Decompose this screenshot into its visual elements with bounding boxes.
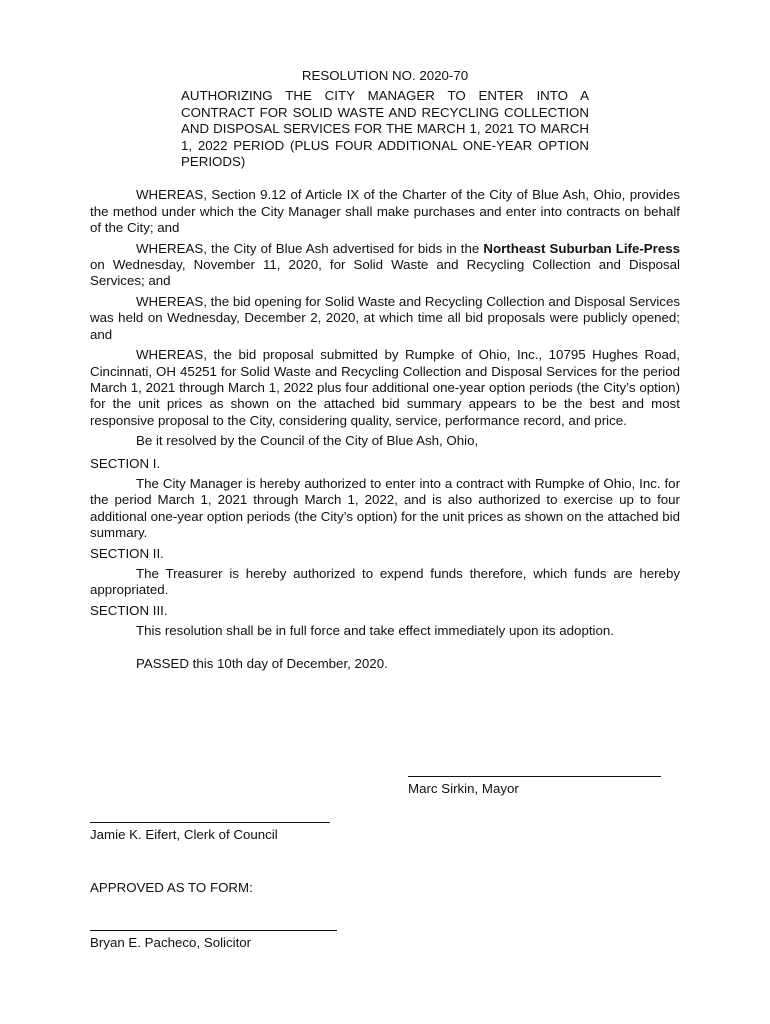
signature-line (90, 930, 337, 931)
section-2 (90, 546, 680, 599)
passed-date: PASSED this 10th day of December, 2020. (136, 655, 388, 671)
resolution-number: RESOLUTION NO. 2020-70 (301, 68, 469, 83)
whereas-clauses (90, 187, 680, 429)
whereas-clause-2-lead: WHEREAS, the City of Blue Ash advertised for bids in the (136, 240, 484, 256)
approved-as-to-form-label: APPROVED AS TO FORM: (90, 880, 253, 895)
clerk-name: Jamie K. Eifert, Clerk of Council (90, 827, 278, 842)
resolved-statement: Be it resolved by the Council of the City of Blue Ash, Ohio, (136, 433, 479, 449)
whereas-clause-3: WHEREAS, the bid opening for Solid Waste and Recycling Collection and Disposal Services was held on Wednesday, December 2, 2020, at which time all bid proposals were publicly opened; and (90, 293, 680, 342)
section-heading: SECTION I. (90, 455, 161, 471)
signature-line (90, 822, 330, 823)
section-heading: SECTION II. (90, 545, 164, 561)
whereas-clause-4: WHEREAS, the bid proposal submitted by Rumpke of Ohio, Inc., 10795 Hughes Road, Cincinnati, OH 45251 for Solid Waste and Recycling Collection and Disposal Services for the period March 1, 2021 through March 1, 2022 plus four additional one-year option periods (the City’s option) for the unit prices as shown on the attached bid summary appears to be the best and most responsive proposal to the City, considering quality, service, performance record, and price. (90, 347, 680, 428)
section-3 (90, 603, 680, 640)
clerk-signature-block (90, 822, 330, 843)
resolution-document (90, 68, 680, 950)
whereas-clause-2 (90, 241, 680, 290)
section-1 (90, 456, 680, 542)
section-text: The Treasurer is hereby authorized to expend funds therefore, which funds are hereby appropriated. (90, 565, 680, 598)
solicitor-name: Bryan E. Pacheco, Solicitor (90, 935, 252, 950)
section-text: The City Manager is hereby authorized to enter into a contract with Rumpke of Ohio, Inc. for the period March 1, 2021 through March 1, 2022, and is also authorized to exercise up to four additional one-year option periods (the City’s option) for the unit prices as shown on the attached bid summary. (90, 475, 680, 541)
signature-line (408, 776, 661, 777)
section-text: This resolution shall be in full force and take effect immediately upon its adoption. (136, 623, 614, 639)
section-heading: SECTION III. (90, 602, 168, 618)
newspaper-name: Northeast Suburban Life-Press (483, 240, 680, 256)
whereas-clause-2-rest: on Wednesday, November 11, 2020, for Solid Waste and Recycling Collection and Disposal Services; and (90, 257, 680, 289)
mayor-signature-block (408, 776, 661, 797)
solicitor-signature-block (90, 930, 337, 951)
resolution-subject: AUTHORIZING THE CITY MANAGER TO ENTER INTO A CONTRACT FOR SOLID WASTE AND RECYCLING COLLECTION AND DISPOSAL SERVICES FOR THE MARCH 1, 2021 TO MARCH 1, 2022 PERIOD (PLUS FOUR ADDITIONAL ONE-YEAR OPTION PERIODS) (181, 88, 589, 170)
mayor-name: Marc Sirkin, Mayor (408, 781, 519, 796)
whereas-clause-1: WHEREAS, Section 9.12 of Article IX of the Charter of the City of Blue Ash, Ohio, provides the method under which the City Manager shall make purchases and enter into contracts on behalf of the City; and (90, 187, 680, 236)
